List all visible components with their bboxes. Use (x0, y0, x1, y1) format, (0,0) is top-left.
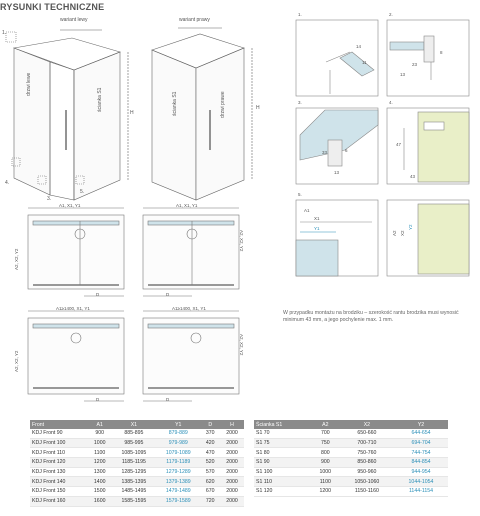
callout-5: 5. (80, 189, 85, 195)
page-title: RYSUNKI TECHNICZNE (0, 2, 105, 12)
table-row (30, 496, 244, 506)
table-cell: 944-954 (394, 467, 448, 477)
table-cell: 700-710 (340, 438, 394, 448)
table-cell: 2000 (220, 496, 244, 506)
table-cell: 2000 (220, 477, 244, 487)
dim-a1-1400-left: A1≥1400, X1, Y1 (56, 306, 90, 311)
table-row (254, 429, 448, 438)
dim-a2-left-2: A2, X2, Y2 (14, 350, 19, 372)
table-cell: 750-760 (340, 448, 394, 458)
table-cell: 1100 (88, 448, 112, 458)
table-cell: 420 (200, 438, 220, 448)
table-cell: 520 (200, 458, 220, 468)
detail-1 (296, 20, 378, 96)
col-y2: Y2 (394, 420, 448, 429)
detail-3-dim-a: 33 (322, 150, 328, 155)
wall-s1-right-label: ścianka S1 (172, 91, 178, 116)
table-cell: 1300 (88, 467, 112, 477)
wall-dimensions-table (254, 420, 448, 497)
table-row (30, 458, 244, 468)
detail-4-number: 4. (389, 100, 393, 105)
detail-1-dim-a: 14 (356, 44, 362, 49)
table-cell: 744-754 (394, 448, 448, 458)
table-cell: 370 (200, 429, 220, 438)
installation-note: W przypadku montażu na brodziku – szerokość rantu brodzika musi wynosić minimum 43 mm, a jego pochylenie max. 1 mm. (283, 310, 459, 324)
table-row (30, 438, 244, 448)
dim-d-3: D (96, 397, 100, 402)
variant-left-label: wariant lewy (60, 17, 88, 23)
table-cell: 800 (311, 448, 340, 458)
table-cell: KDJ Front 150 (30, 487, 88, 497)
table-cell: 1044-1054 (394, 477, 448, 487)
table-cell: 2000 (220, 438, 244, 448)
table-cell: 1185-1195 (112, 458, 156, 468)
detail-5-a1: A1 (304, 208, 310, 213)
dim-a2-right: A2, X2, Y2 (239, 230, 244, 252)
table-cell: 1200 (88, 458, 112, 468)
table-cell: 2000 (220, 487, 244, 497)
col-front: Front (30, 420, 88, 429)
col-y1: Y1 (156, 420, 200, 429)
table-row (254, 438, 448, 448)
plan-top-left (28, 208, 124, 296)
detail-3-dim-b: 13 (334, 170, 340, 175)
table-cell: 885-895 (112, 429, 156, 438)
table-cell: 620 (200, 477, 220, 487)
table-cell: KDJ Front 110 (30, 448, 88, 458)
detail-5-y1: Y1 (314, 226, 320, 231)
detail-4-dim-b: 43 (410, 174, 416, 179)
detail-1-number: 1. (298, 12, 302, 17)
table-row (254, 477, 448, 487)
dim-a2-right-2: A2, X2, Y2 (239, 334, 244, 356)
detail-2-dim-a: 23 (412, 62, 418, 67)
table-cell: 900 (88, 429, 112, 438)
plan-bottom-right (143, 311, 239, 401)
table-cell: KDJ Front 160 (30, 496, 88, 506)
table-cell: 844-854 (394, 458, 448, 468)
table-row (30, 429, 244, 438)
dim-a1-1400-right: A1≥1400, X1, Y1 (172, 306, 206, 311)
table-cell: 1285-1295 (112, 467, 156, 477)
table-cell: S1 100 (254, 467, 311, 477)
detail-5-x2: X2 (400, 230, 405, 236)
table-cell: 1500 (88, 487, 112, 497)
table-cell: S1 80 (254, 448, 311, 458)
dim-d-1: D (96, 292, 100, 297)
table-cell: KDJ Front 120 (30, 458, 88, 468)
detail-5-x1: X1 (314, 216, 320, 221)
table-cell: 644-654 (394, 429, 448, 438)
detail-5 (296, 200, 469, 276)
table-cell: 850-860 (340, 458, 394, 468)
detail-3-number: 3. (298, 100, 302, 105)
door-left-label: drzwi lewe (26, 72, 32, 96)
dim-a1-left: A1, X1, Y1 (59, 203, 81, 208)
table-cell: 700 (311, 429, 340, 438)
col-h: H (220, 420, 244, 429)
detail-2 (387, 20, 469, 96)
table-row (30, 477, 244, 487)
table-cell: 2000 (220, 429, 244, 438)
right-variant-drawing (152, 28, 252, 200)
table-cell: 1000 (311, 467, 340, 477)
table-cell: 1379-1389 (156, 477, 200, 487)
variant-right-label: wariant prawy (179, 17, 210, 23)
table-cell: KDJ Front 140 (30, 477, 88, 487)
height-left-label: H (130, 110, 134, 116)
detail-2-dim-b: 13 (400, 72, 406, 77)
table-cell: S1 110 (254, 477, 311, 487)
table-cell: 650-660 (340, 429, 394, 438)
dim-d-2: D (166, 292, 170, 297)
table-cell: S1 70 (254, 429, 311, 438)
callout-1: 1. (2, 30, 7, 36)
table-cell: 750 (311, 438, 340, 448)
table-cell: 1479-1489 (156, 487, 200, 497)
table-cell: S1 90 (254, 458, 311, 468)
table-cell: S1 75 (254, 438, 311, 448)
dim-a2-left: A2, X2, Y2 (14, 248, 19, 270)
table-cell: 1179-1189 (156, 458, 200, 468)
table-cell: KDJ Front 90 (30, 429, 88, 438)
table-row (30, 467, 244, 477)
table-cell: S1 120 (254, 487, 311, 497)
table-header-row (254, 420, 448, 429)
table-cell: 1079-1089 (156, 448, 200, 458)
table-cell: 1100 (311, 477, 340, 487)
col-d: D (200, 420, 220, 429)
table-cell: 1600 (88, 496, 112, 506)
table-cell: 985-995 (112, 438, 156, 448)
table-cell: 1279-1289 (156, 467, 200, 477)
table-cell: 1385-1395 (112, 477, 156, 487)
col-a1: A1 (88, 420, 112, 429)
col-x1: X1 (112, 420, 156, 429)
table-row (254, 448, 448, 458)
table-cell: 1200 (311, 487, 340, 497)
detail-2-number: 2. (389, 12, 393, 17)
table-row (254, 458, 448, 468)
detail-1-dim-b: 11 (362, 60, 367, 65)
table-header-row (30, 420, 244, 429)
table-cell: 720 (200, 496, 220, 506)
table-cell: KDJ Front 130 (30, 467, 88, 477)
table-cell: 470 (200, 448, 220, 458)
detail-2-dim-c: 8 (440, 50, 443, 55)
table-cell: 1585-1595 (112, 496, 156, 506)
table-cell: KDJ Front 100 (30, 438, 88, 448)
door-right-label: drzwi prawe (220, 91, 226, 118)
table-cell: 950-960 (340, 467, 394, 477)
table-cell: 670 (200, 487, 220, 497)
table-cell: 900 (311, 458, 340, 468)
plan-bottom-left (28, 311, 124, 401)
col-scianka: Ścianka S1 (254, 420, 311, 429)
table-row (254, 467, 448, 477)
table-cell: 879-889 (156, 429, 200, 438)
col-a2: A2 (311, 420, 340, 429)
table-cell: 1144-1154 (394, 487, 448, 497)
col-x2: X2 (340, 420, 394, 429)
table-cell: 2000 (220, 467, 244, 477)
front-dimensions-table (30, 420, 244, 507)
table-cell: 1400 (88, 477, 112, 487)
height-right-label: H (256, 105, 260, 111)
table-row (30, 448, 244, 458)
table-cell: 1000 (88, 438, 112, 448)
plan-top-right (143, 208, 239, 296)
dim-a1-right: A1, X1, Y1 (176, 203, 198, 208)
table-row (30, 487, 244, 497)
wall-s1-left-label: ścianka S1 (97, 87, 103, 112)
left-variant-drawing (6, 30, 128, 200)
table-cell: 1085-1095 (112, 448, 156, 458)
table-cell: 1485-1495 (112, 487, 156, 497)
table-cell: 570 (200, 467, 220, 477)
callout-4: 4. (5, 180, 10, 186)
table-cell: 2000 (220, 448, 244, 458)
table-cell: 1050-1060 (340, 477, 394, 487)
dim-d-4: D (166, 397, 170, 402)
table-cell: 1579-1589 (156, 496, 200, 506)
detail-3-dim-c: 6 (345, 148, 348, 153)
detail-5-y2: Y2 (408, 224, 413, 230)
table-row (254, 487, 448, 497)
table-cell: 979-989 (156, 438, 200, 448)
table-cell: 1150-1160 (340, 487, 394, 497)
detail-4-dim-a: 47 (396, 142, 402, 147)
detail-5-a2: A2 (392, 230, 397, 236)
table-cell: 2000 (220, 458, 244, 468)
detail-5-number: 5. (298, 192, 302, 197)
table-cell: 694-704 (394, 438, 448, 448)
callout-3: 3. (47, 196, 52, 202)
